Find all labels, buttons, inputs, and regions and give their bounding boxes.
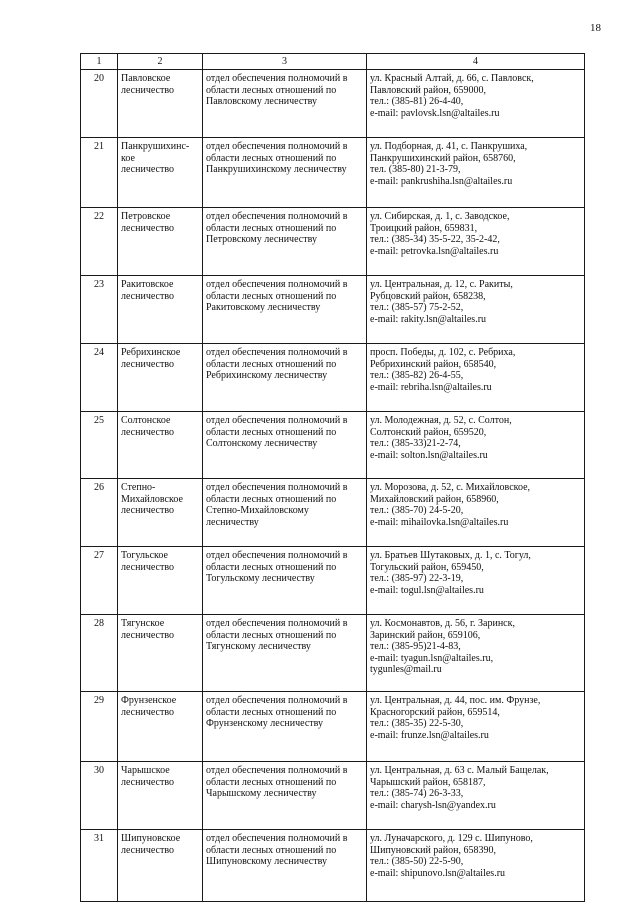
- table-row: [81, 479, 585, 547]
- department-name-line: отдел обеспечения полномочий в: [206, 347, 348, 358]
- department-name-line: области лесных отношений по: [206, 844, 337, 856]
- department-name: [203, 70, 367, 138]
- department-name-line: отдел обеспечения полномочий в: [206, 211, 348, 222]
- contact-address-line: e-mail: pankrushiha.lsn@altailes.ru: [370, 175, 513, 187]
- contact-address-line: Ребрихинский район, 658540,: [370, 358, 497, 370]
- contact-address-line: e-mail: petrovka.lsn@altailes.ru: [370, 245, 499, 257]
- row-number: 28: [81, 615, 118, 692]
- forestry-name: [118, 615, 203, 692]
- contact-address-line: e-mail: shipunovo.lsn@altailes.ru: [370, 867, 506, 879]
- department-name-line: области лесных отношений по: [206, 152, 337, 164]
- forestry-name: [118, 208, 203, 276]
- row-number: 26: [81, 479, 118, 547]
- row-number: 27: [81, 547, 118, 615]
- forestry-name-line: лесничество: [121, 222, 174, 234]
- contact-address: [367, 344, 585, 412]
- table-row: [81, 547, 585, 615]
- contact-address-line: e-mail: pavlovsk.lsn@altailes.ru: [370, 107, 500, 119]
- department-name-line: отдел обеспечения полномочий в: [206, 141, 348, 152]
- department-name-line: Шипуновскому лесничеству: [206, 856, 327, 867]
- contact-address-line: Шипуновский район, 658390,: [370, 844, 496, 856]
- contact-address: [367, 70, 585, 138]
- forestry-name-line: кое: [121, 152, 135, 164]
- department-name-line: области лесных отношений по: [206, 358, 337, 370]
- department-name-line: Ракитовскому лесничеству: [206, 302, 321, 313]
- table-row: [81, 344, 585, 412]
- contact-address-line: тел. (385-80) 21-3-79,: [370, 164, 461, 175]
- forestry-name-line: Солтонское: [121, 415, 171, 426]
- forestry-table: [80, 53, 585, 902]
- department-name-line: Фрунзенскому лесничеству: [206, 718, 324, 729]
- row-number: 23: [81, 276, 118, 344]
- contact-address-line: Тогульский район, 659450,: [370, 561, 484, 573]
- contact-address: [367, 479, 585, 547]
- table-row: [81, 208, 585, 276]
- contact-address-line: ул. Центральная, д. 44, пос. им. Фрунзе,: [370, 695, 541, 706]
- contact-address-line: ул. Красный Алтай, д. 66, с. Павловск,: [370, 73, 534, 84]
- contact-address: [367, 412, 585, 479]
- forestry-name: [118, 762, 203, 830]
- department-name-line: области лесных отношений по: [206, 706, 337, 718]
- contact-address-line: тел.: (385-35) 22-5-30,: [370, 718, 464, 729]
- contact-address-line: тел.: (385-34) 35-5-22, 35-2-42,: [370, 234, 500, 245]
- forestry-name-line: Степно-: [121, 482, 156, 493]
- contact-address-line: e-mail: mihailovka.lsn@altailes.ru: [370, 516, 509, 528]
- forestry-name-line: Ребрихинское: [121, 347, 181, 358]
- table-row: [81, 276, 585, 344]
- contact-address-line: e-mail: togul.lsn@altailes.ru: [370, 584, 484, 596]
- row-number: 25: [81, 412, 118, 479]
- department-name-line: области лесных отношений по: [206, 629, 337, 641]
- forestry-name: [118, 547, 203, 615]
- contact-address-line: Заринский район, 659106,: [370, 629, 481, 641]
- department-name-line: Тягунскому лесничеству: [206, 641, 311, 652]
- department-name-line: отдел обеспечения полномочий в: [206, 618, 348, 629]
- row-number: 22: [81, 208, 118, 276]
- department-name-line: области лесных отношений по: [206, 84, 337, 96]
- column-header-2: 2: [118, 54, 203, 70]
- table-header-row: [81, 54, 585, 70]
- forestry-name-line: лесничество: [121, 358, 174, 370]
- contact-address-line: e-mail: frunze.lsn@altailes.ru: [370, 729, 489, 741]
- department-name-line: области лесных отношений по: [206, 776, 337, 788]
- forestry-name-line: лесничество: [121, 629, 174, 641]
- table-row: [81, 412, 585, 479]
- department-name-line: отдел обеспечения полномочий в: [206, 415, 348, 426]
- row-number: 31: [81, 830, 118, 902]
- department-name-line: Тогульскому лесничеству: [206, 573, 315, 584]
- contact-address-line: тел.: (385-82) 26-4-55,: [370, 370, 464, 381]
- forestry-name-line: лесничество: [121, 505, 174, 516]
- forestry-name-line: Михайловское: [121, 493, 183, 505]
- department-name: [203, 830, 367, 902]
- department-name-line: отдел обеспечения полномочий в: [206, 550, 348, 561]
- contact-address-line: просп. Победы, д. 102, с. Ребриха,: [370, 347, 516, 358]
- contact-address-line: Панкрушихинский район, 658760,: [370, 152, 516, 164]
- forestry-name: [118, 70, 203, 138]
- contact-address-line: тел.: (385-74) 26-3-33,: [370, 788, 464, 799]
- contact-address-line: тел.: (385-70) 24-5-20,: [370, 505, 464, 516]
- department-name-line: области лесных отношений по: [206, 290, 337, 302]
- contact-address-line: тел.: (385-57) 75-2-52,: [370, 302, 464, 313]
- contact-address-line: ул. Сибирская, д. 1, с. Заводское,: [370, 211, 510, 222]
- contact-address-line: тел.: (385-50) 22-5-90,: [370, 856, 464, 867]
- table-row: [81, 830, 585, 902]
- forestry-name-line: Павловское: [121, 73, 171, 84]
- contact-address-line: Михайловский район, 658960,: [370, 493, 499, 505]
- contact-address-line: ул. Братьев Шутаковых, д. 1, с. Тогул,: [370, 550, 531, 561]
- forestry-name-line: Фрунзенское: [121, 695, 177, 706]
- forestry-name-line: лесничество: [121, 706, 174, 718]
- contact-address-line: e-mail: tyagun.lsn@altailes.ru,: [370, 652, 494, 664]
- contact-address-line: ул. Космонавтов, д. 56, г. Заринск,: [370, 618, 515, 629]
- forestry-name-line: лесничество: [121, 844, 174, 856]
- contact-address-line: ул. Центральная, д. 12, с. Ракиты,: [370, 279, 513, 290]
- department-name: [203, 412, 367, 479]
- forestry-name: [118, 138, 203, 208]
- contact-address-line: e-mail: charysh-lsn@yandex.ru: [370, 799, 496, 811]
- table-row: [81, 70, 585, 138]
- forestry-name: [118, 479, 203, 547]
- forestry-name: [118, 276, 203, 344]
- contact-address-line: ул. Подборная, д. 41, с. Панкрушиха,: [370, 141, 528, 152]
- forestry-name-line: Панкрушихинс-: [121, 141, 190, 152]
- page-number: 18: [590, 22, 601, 34]
- contact-address: [367, 615, 585, 692]
- forestry-name-line: лесничество: [121, 164, 174, 175]
- forestry-name-line: Чарышское: [121, 765, 170, 776]
- department-name-line: отдел обеспечения полномочий в: [206, 833, 348, 844]
- forestry-name-line: лесничество: [121, 290, 174, 302]
- row-number: 30: [81, 762, 118, 830]
- row-number: 21: [81, 138, 118, 208]
- forestry-name-line: Тогульское: [121, 550, 168, 561]
- contact-address-line: Чарышский район, 658187,: [370, 776, 486, 788]
- table-row: [81, 762, 585, 830]
- department-name-line: отдел обеспечения полномочий в: [206, 279, 348, 290]
- department-name: [203, 692, 367, 762]
- contact-address-line: Рубцовский район, 658238,: [370, 290, 486, 302]
- department-name: [203, 208, 367, 276]
- department-name-line: Петровскому лесничеству: [206, 234, 317, 245]
- department-name-line: области лесных отношений по: [206, 493, 337, 505]
- forestry-name: [118, 830, 203, 902]
- forestry-name: [118, 344, 203, 412]
- row-number: 24: [81, 344, 118, 412]
- contact-address-line: тел.: (385-95)21-4-83,: [370, 641, 461, 652]
- column-header-4: 4: [367, 54, 585, 70]
- department-name: [203, 344, 367, 412]
- contact-address: [367, 830, 585, 902]
- department-name-line: области лесных отношений по: [206, 222, 337, 234]
- forestry-name-line: лесничество: [121, 84, 174, 96]
- department-name: [203, 762, 367, 830]
- table-body: [81, 70, 585, 902]
- contact-address-line: тел.: (385-33)21-2-74,: [370, 438, 461, 449]
- forestry-name: [118, 412, 203, 479]
- row-number: 29: [81, 692, 118, 762]
- department-name: [203, 479, 367, 547]
- contact-address-line: тел.: (385-81) 26-4-40,: [370, 96, 464, 107]
- department-name-line: Павловскому лесничеству: [206, 96, 318, 107]
- department-name-line: Чарышскому лесничеству: [206, 788, 317, 799]
- forestry-name-line: Тягунское: [121, 618, 165, 629]
- contact-address: [367, 762, 585, 830]
- department-name: [203, 615, 367, 692]
- contact-address: [367, 208, 585, 276]
- table-row: [81, 138, 585, 208]
- forestry-name: [118, 692, 203, 762]
- department-name-line: лесничеству: [206, 516, 259, 528]
- table-row: [81, 692, 585, 762]
- table-row: [81, 615, 585, 692]
- department-name: [203, 138, 367, 208]
- contact-address: [367, 547, 585, 615]
- department-name-line: отдел обеспечения полномочий в: [206, 765, 348, 776]
- department-name-line: Ребрихинскому лесничеству: [206, 370, 328, 381]
- forestry-name-line: Петровское: [121, 211, 171, 222]
- forestry-name-line: лесничество: [121, 561, 174, 573]
- contact-address-line: e-mail: rebriha.lsn@altailes.ru: [370, 381, 492, 393]
- department-name-line: отдел обеспечения полномочий в: [206, 695, 348, 706]
- column-header-1: 1: [81, 54, 118, 70]
- contact-address-line: Троицкий район, 659831,: [370, 222, 478, 234]
- contact-address-line: e-mail: rakity.lsn@altailes.ru: [370, 313, 487, 325]
- contact-address-line: ул. Центральная, д. 63 с. Малый Бащелак,: [370, 765, 549, 776]
- contact-address-line: tygunles@mail.ru: [370, 664, 442, 675]
- department-name: [203, 276, 367, 344]
- department-name-line: Панкрушихинскому лесничеству: [206, 164, 347, 175]
- contact-address-line: Солтонский район, 659520,: [370, 426, 487, 438]
- forestry-name-line: лесничество: [121, 426, 174, 438]
- department-name: [203, 547, 367, 615]
- department-name-line: Степно-Михайловскому: [206, 505, 309, 516]
- contact-address-line: ул. Морозова, д. 52, с. Михайловское,: [370, 482, 531, 493]
- row-number: 20: [81, 70, 118, 138]
- department-name-line: Солтонскому лесничеству: [206, 438, 318, 449]
- department-name-line: отдел обеспечения полномочий в: [206, 482, 348, 493]
- contact-address: [367, 276, 585, 344]
- contact-address: [367, 138, 585, 208]
- contact-address-line: ул. Молодежная, д. 52, с. Солтон,: [370, 415, 512, 426]
- forestry-name-line: Шипуновское: [121, 833, 181, 844]
- contact-address-line: тел.: (385-97) 22-3-19,: [370, 573, 464, 584]
- department-name-line: области лесных отношений по: [206, 426, 337, 438]
- contact-address: [367, 692, 585, 762]
- contact-address-line: ул. Луначарского, д. 129 с. Шипуново,: [370, 833, 533, 844]
- column-header-3: 3: [203, 54, 367, 70]
- contact-address-line: Павловский район, 659000,: [370, 84, 487, 96]
- forestry-name-line: Ракитовское: [121, 279, 174, 290]
- contact-address-line: e-mail: solton.lsn@altailes.ru: [370, 449, 488, 461]
- contact-address-line: Красногорский район, 659514,: [370, 706, 500, 718]
- department-name-line: области лесных отношений по: [206, 561, 337, 573]
- department-name-line: отдел обеспечения полномочий в: [206, 73, 348, 84]
- forestry-name-line: лесничество: [121, 776, 174, 788]
